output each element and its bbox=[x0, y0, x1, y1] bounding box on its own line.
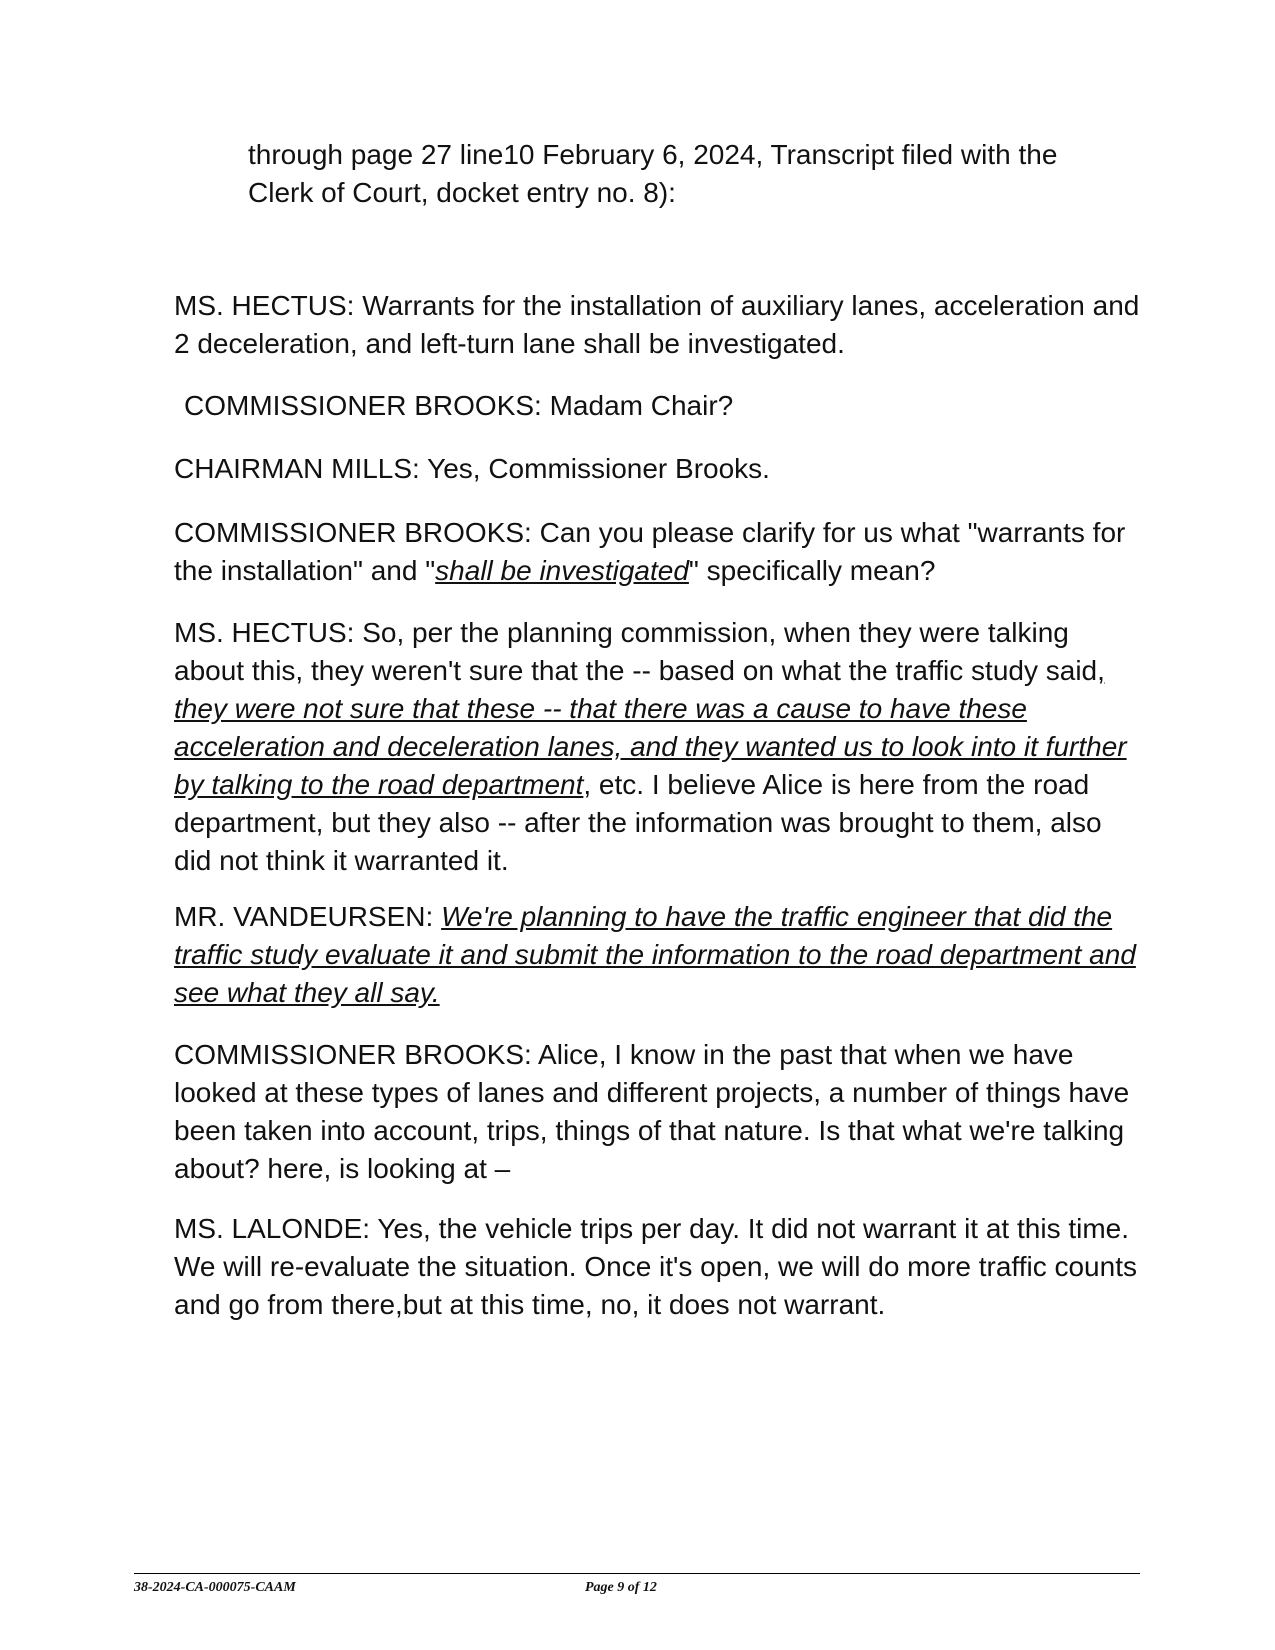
paragraph-vandeursen bbox=[174, 898, 1144, 1012]
paragraph-text: COMMISSIONER BROOKS: Madam Chair? bbox=[184, 390, 734, 421]
paragraph-hectus-1 bbox=[174, 287, 1144, 363]
intro-line-2: Clerk of Court, docket entry no. 8): bbox=[248, 177, 676, 208]
paragraph-brooks-1 bbox=[184, 387, 1154, 425]
emphasized-text: We're planning to have the traffic engineer that did the traffic study evaluate it and submit the information to the road department and see what they all say. bbox=[174, 901, 1136, 1008]
intro-line-1: through page 27 line10 February 6, 2024, Transcript filed with the bbox=[248, 139, 1058, 170]
paragraph-text: COMMISSIONER BROOKS: Alice, I know in the past that when we have looked at these types of lanes and different projects, a number of things have been taken into account, trips, things of that nature. Is that what we're talking about? here, is looking at – bbox=[174, 1039, 1130, 1184]
text-segment: " specifically mean? bbox=[688, 555, 936, 586]
paragraph-text: CHAIRMAN MILLS: Yes, Commissioner Brooks. bbox=[174, 453, 770, 484]
footer-page-number: Page 9 of 12 bbox=[585, 1580, 657, 1595]
emphasized-text: they were not sure that these -- that there was a cause to have these acceleration and deceleration lanes, and they wanted us to look into it further by talking to the road department bbox=[174, 693, 1127, 800]
paragraph-text: MS. LALONDE: Yes, the vehicle trips per day. It did not warrant it at this time. We will re-evaluate the situation. Once it's open, we will do more traffic counts and go from there,but at this time, no, it does not warrant. bbox=[174, 1213, 1137, 1320]
paragraph-lalonde bbox=[174, 1210, 1144, 1324]
paragraph-brooks-3 bbox=[174, 1036, 1144, 1188]
footer-case-number: 38-2024-CA-000075-CAAM bbox=[134, 1580, 296, 1595]
speaker-label: MR. VANDEURSEN: bbox=[174, 901, 442, 932]
footer-divider bbox=[134, 1573, 1140, 1574]
underlined-text: , bbox=[1097, 655, 1105, 686]
paragraph-text: MS. HECTUS: Warrants for the installation of auxiliary lanes, acceleration and 2 deceleration, and left-turn lane shall be investigated. bbox=[174, 290, 1140, 359]
intro-citation bbox=[248, 136, 1148, 212]
paragraph-brooks-2 bbox=[174, 514, 1144, 590]
paragraph-hectus-2 bbox=[174, 614, 1144, 880]
paragraph-text bbox=[174, 898, 1144, 1012]
paragraph-text bbox=[174, 514, 1144, 590]
paragraph-text bbox=[174, 614, 1144, 880]
text-segment: MS. HECTUS: So, per the planning commission, when they were talking about this, they weren't sure that the -- based on what the traffic study said bbox=[174, 617, 1098, 686]
paragraph-mills bbox=[174, 450, 1144, 488]
text-segment: COMMISSIONER BROOKS: Can you please clarify for us what "warrants for the installation" and " bbox=[174, 517, 1126, 586]
emphasized-text: shall be investigated bbox=[435, 555, 689, 586]
text-segment: , etc. I believe Alice is here from the road department, but they also -- after the information was brought to them, also did not think it warranted it. bbox=[174, 769, 1102, 876]
